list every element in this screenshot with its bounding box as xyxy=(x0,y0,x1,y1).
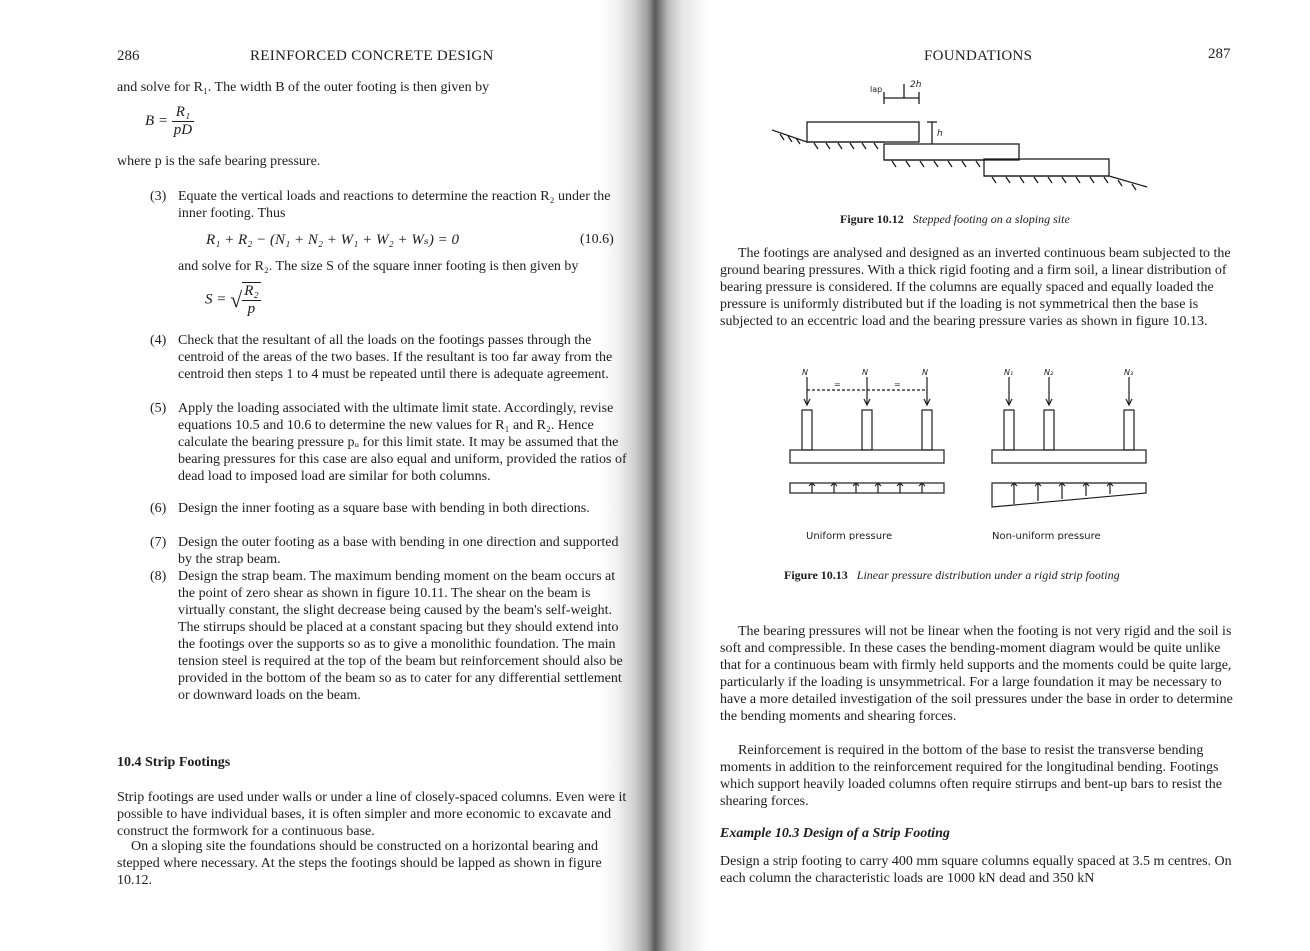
non-uniform-pressure-label: Non-uniform pressure xyxy=(992,531,1101,540)
intro-line: and solve for R₁. The width B of the outer footing is then given by xyxy=(117,80,490,95)
section-paragraph: On a sloping site the foundations should be constructed on a horizontal bearing and stepped where necessary. At the steps the footings should be lapped as shown in figure 10.12. xyxy=(117,839,602,888)
caption-text: Linear pressure distribution under a rigid strip footing xyxy=(856,568,1120,582)
load-label: N₂ xyxy=(1044,368,1054,377)
column xyxy=(922,410,932,450)
list-item-number: (8) xyxy=(150,569,167,584)
label-2h: 2h xyxy=(910,80,922,90)
example-text: Design a strip footing to carry 400 mm square columns equally spaced at 3.5 m centres. On each column the characteristic loads are 1000 kN dead and 350 kN xyxy=(720,854,1232,886)
paragraph: The bearing pressures will not be linear when the footing is not very rigid and the soil is soft and compressible. In these cases the bending-moment diagram would be quite unlike that for a continuous beam with firmly held supports and the moments could be quite large, particularly if the loading is unsymmetrical. For a large foundation it may be necessary to have a more detailed investigation of the soil pressures under the base in order to determine the bending moments and shearing forces. xyxy=(720,624,1233,724)
page-number: 287 xyxy=(1208,46,1231,62)
list-item-number: (5) xyxy=(150,401,167,416)
footing-step-2 xyxy=(884,144,1019,160)
equal-spacing-mark: = xyxy=(894,380,901,389)
equation-b-fraction xyxy=(172,104,194,139)
equation-s-lhs: S = xyxy=(205,291,227,308)
paragraph: Reinforcement is required in the bottom of the base to resist the transverse bending moments in addition to the reinforcement required for the longitudinal bending. Footings which support heavily loaded columns often require stirrups and bent-up bars to resist the shearing forces. xyxy=(720,743,1222,809)
column xyxy=(802,410,812,450)
equation-b xyxy=(145,104,194,139)
ground-line xyxy=(772,130,807,142)
list-item-text: Apply the loading associated with the ultimate limit state. Accordingly, revise equations 10.5 and 10.6 to determine the new values for R₁ and R₂. Hence calculate the bearing pressure pᵤ for this limit state. It may be assumed that the bearing pressures for this case are also equal and uniform, provided the ratios of dead load to imposed load are similar for both columns. xyxy=(178,401,627,484)
load-label: N₁ xyxy=(1004,368,1014,377)
strip-footing-base xyxy=(790,450,944,463)
equation-10-6: R₁ + R₂ − (N₁ + N₂ + W₁ + W₂ + Wₛ) = 0 xyxy=(206,232,460,248)
equation-s-fraction xyxy=(242,282,260,318)
list-item xyxy=(150,568,640,724)
list-item xyxy=(150,188,640,224)
figure-10-12-caption xyxy=(840,212,1070,227)
list-item-number: (7) xyxy=(150,535,167,550)
list-item-number: (4) xyxy=(150,333,167,348)
label-lap: lap xyxy=(870,85,883,94)
equation-b-denominator: pD xyxy=(173,122,193,138)
equal-spacing-mark: = xyxy=(834,380,841,389)
non-uniform-pressure-block xyxy=(992,483,1146,507)
right-page xyxy=(672,0,1310,951)
list-item-text: Equate the vertical loads and reactions to determine the reaction R₂ under the inner footing. Thus xyxy=(178,189,611,221)
uniform-loading-diagram xyxy=(790,377,944,493)
list-item xyxy=(150,332,640,400)
running-head: FOUNDATIONS xyxy=(924,48,1033,64)
running-head: REINFORCED CONCRETE DESIGN xyxy=(250,48,494,64)
caption-label: Figure 10.12 xyxy=(840,212,904,226)
load-label: N₃ xyxy=(1124,368,1134,377)
example-heading: Example 10.3 Design of a Strip Footing xyxy=(720,826,950,841)
column xyxy=(862,410,872,450)
list-item-text: Design the outer footing as a base with bending in one direction and supported by the strap beam. xyxy=(178,535,619,567)
load-label: N xyxy=(922,368,928,377)
paragraph: The footings are analysed and designed as an inverted continuous beam subjected to the ground bearing pressures. With a thick rigid footing and a firm soil, a linear distribution of bearing pressure is considered. If the columns are equally spaced and equally loaded the pressure is uniformly distributed but if the loading is not symmetrical then the base is subjected to an eccentric load and the bearing pressure varies as shown in figure 10.13. xyxy=(720,246,1231,329)
equation-s xyxy=(205,282,261,318)
figure-10-13-caption xyxy=(784,568,1120,583)
square-root-sign: √ xyxy=(230,287,243,312)
load-label: N xyxy=(862,368,868,377)
caption-label: Figure 10.13 xyxy=(784,568,848,582)
list-item-text: Check that the resultant of all the loads on the footings passes through the centroid of the areas of the two bases. If the resultant is too far away from the centroid then steps 1 to 4 must be repeated until there is adequate agreement. xyxy=(178,333,613,382)
where-line: where p is the safe bearing pressure. xyxy=(117,154,321,169)
caption-text: Stepped footing on a sloping site xyxy=(912,212,1070,226)
ground-line xyxy=(1109,176,1147,187)
list-item-text: Design the inner footing as a square base with bending in both directions. xyxy=(178,501,590,516)
equation-s-denominator: p xyxy=(247,301,256,317)
load-label: N xyxy=(802,368,808,377)
equation-10-6-label: (10.6) xyxy=(580,232,614,247)
list-item xyxy=(150,534,640,568)
section-heading: 10.4 Strip Footings xyxy=(117,755,231,770)
after-equation-10-6: and solve for R₂. The size S of the square inner footing is then given by xyxy=(178,259,579,274)
strip-footing-base xyxy=(992,450,1146,463)
label-h: h xyxy=(937,129,943,139)
equation-s-numerator: R₂ xyxy=(244,283,259,299)
footing-step-3 xyxy=(984,159,1109,176)
column xyxy=(1124,410,1134,450)
figure-10-12-stepped-footing xyxy=(772,72,1232,197)
left-page xyxy=(0,0,650,951)
section-paragraph: Strip footings are used under walls or under a line of closely-spaced columns. Even were it possible to have individual bases, it is often simpler and more economic to excavate and construct the formwork for a continuous base. xyxy=(117,790,627,839)
list-item xyxy=(150,500,640,534)
page-number: 286 xyxy=(117,48,140,64)
equation-b-lhs: B = xyxy=(145,112,169,129)
uniform-pressure-label: Uniform pressure xyxy=(806,531,893,540)
list-item-text: Design the strap beam. The maximum bending moment on the beam occurs at the point of zero shear as shown in figure 10.11. The shear on the beam is virtually constant, the slight decrease being caused by the beam's self-weight. The stirrups should be placed at a constant spacing but they should extend into the footings over the supports so as to give a monolithic foundation. The main tension steel is required at the top of the beam but reinforcement should also be provided in the bottom of the beam so as to cater for any differential settlement or downward loads on the beam. xyxy=(178,569,623,703)
figure-10-13-pressure-distribution xyxy=(782,365,1162,540)
list-item-number: (3) xyxy=(150,189,167,204)
equation-b-numerator: R₁ xyxy=(172,104,194,122)
list-item-number: (6) xyxy=(150,501,167,516)
non-uniform-loading-diagram xyxy=(992,377,1146,507)
list-item xyxy=(150,400,640,502)
footing-step-1 xyxy=(807,122,919,142)
column xyxy=(1004,410,1014,450)
column xyxy=(1044,410,1054,450)
